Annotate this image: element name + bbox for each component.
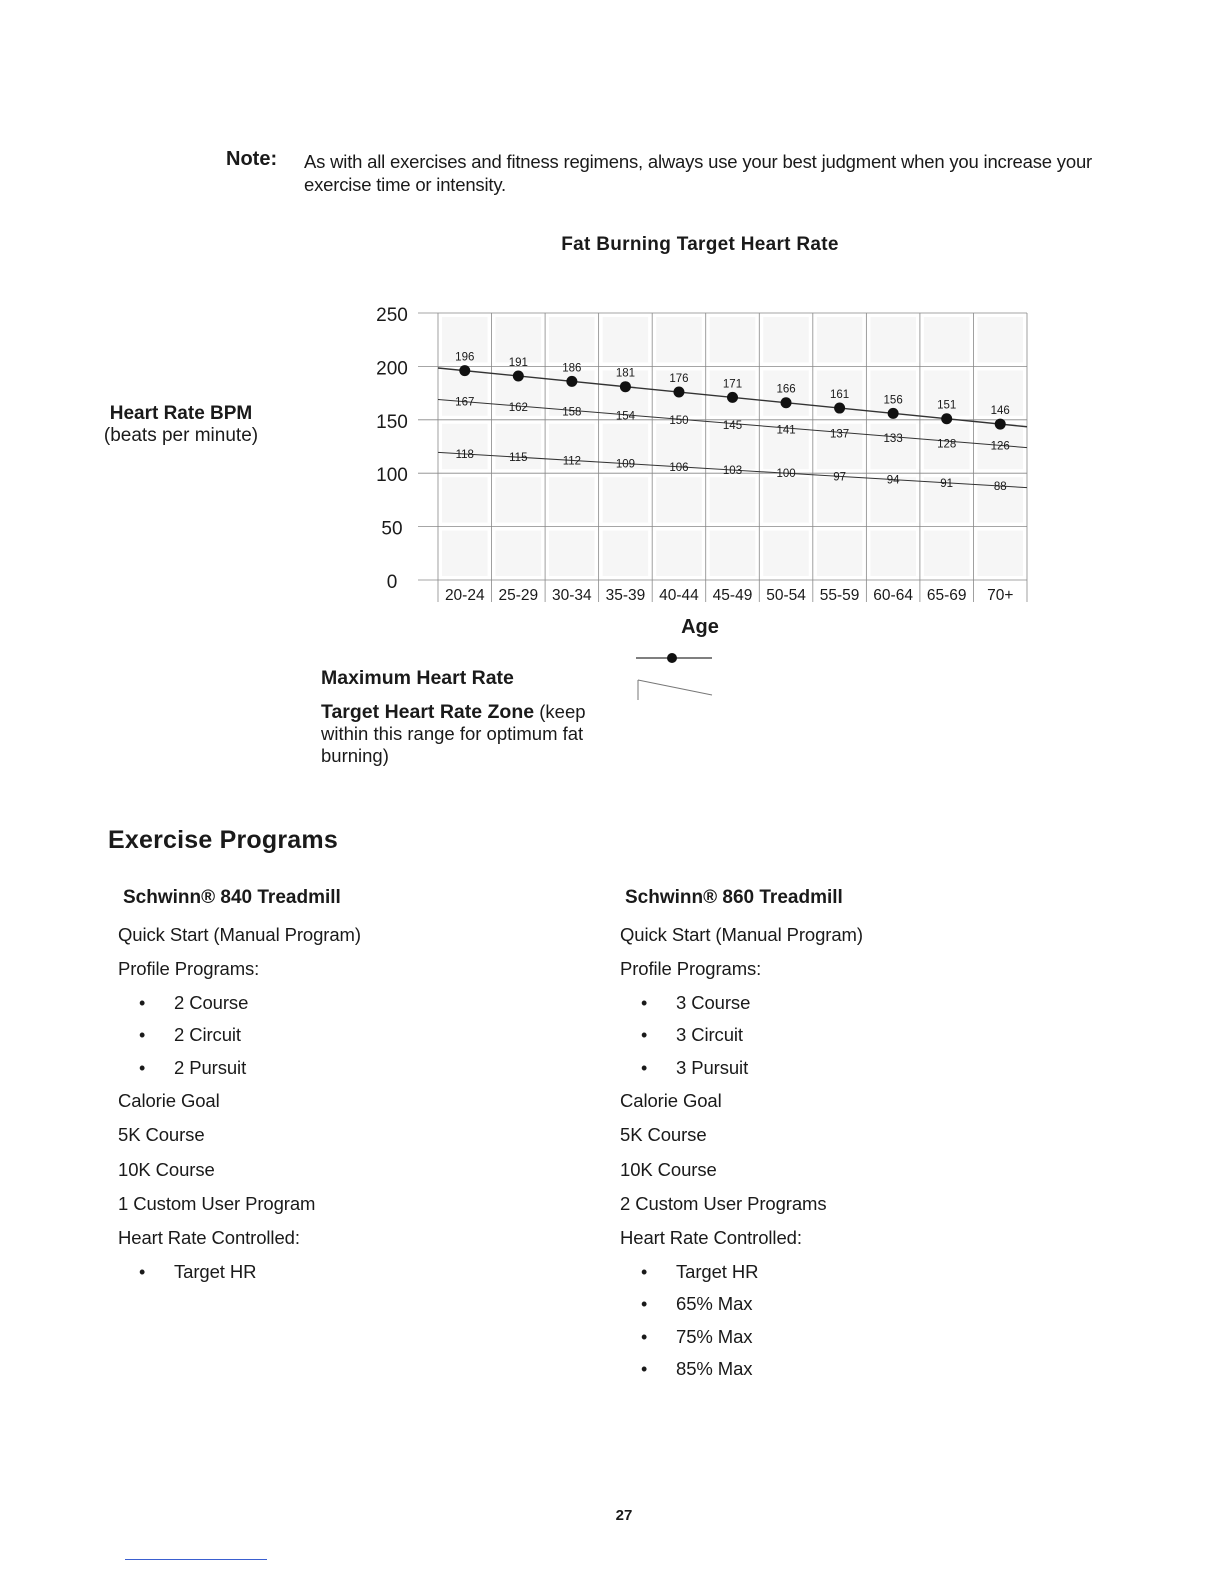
target-upper-label: 154 xyxy=(615,410,636,423)
plot-cell xyxy=(442,370,488,415)
list-item: 5K Course xyxy=(620,1124,707,1146)
legend-zone-label xyxy=(321,701,621,767)
plot-cell xyxy=(763,477,809,522)
plot-cell xyxy=(442,477,488,522)
section-title: Exercise Programs xyxy=(108,826,338,854)
max-heart-rate-point xyxy=(620,381,631,392)
plot-cell xyxy=(442,531,488,576)
target-lower-label: 103 xyxy=(722,464,743,477)
x-tick-label: 20-24 xyxy=(444,587,485,604)
plot-cell xyxy=(549,477,595,522)
list-item: 10K Course xyxy=(118,1158,215,1180)
bullet-item: • 2 Circuit xyxy=(118,1019,538,1052)
target-lower-label: 118 xyxy=(455,448,474,461)
bullet-item: • 3 Pursuit xyxy=(620,1052,1040,1085)
bullet-item: • Target HR xyxy=(118,1256,538,1289)
plot-cell xyxy=(977,531,1023,576)
y-axis-title-bold: Heart Rate BPM xyxy=(109,403,253,424)
target-upper-label: 150 xyxy=(669,414,689,427)
y-tick-label: 100 xyxy=(376,465,408,487)
x-tick-label: 40-44 xyxy=(659,587,699,604)
plot-cell xyxy=(549,317,595,362)
list-item: Heart Rate Controlled: xyxy=(620,1227,802,1249)
x-tick-label: 70+ xyxy=(987,587,1014,604)
max-heart-rate-label: 156 xyxy=(883,394,903,407)
max-heart-rate-point xyxy=(566,376,577,387)
target-lower-label: 112 xyxy=(562,455,582,468)
target-upper-label: 128 xyxy=(937,438,957,451)
max-heart-rate-point xyxy=(834,403,845,414)
target-upper-label: 137 xyxy=(829,428,850,441)
column-title: Schwinn® 840 Treadmill xyxy=(123,887,341,908)
legend-max-swatch-marker xyxy=(667,653,677,663)
plot-cell xyxy=(603,531,649,576)
plot-cell xyxy=(656,317,702,362)
x-axis-title: Age xyxy=(681,616,719,638)
plot-cell xyxy=(870,317,916,362)
chart-title-text: Fat Burning Target Heart Rate xyxy=(561,234,839,255)
legend-zone-swatch-top xyxy=(638,680,712,695)
program-list xyxy=(620,918,1040,1386)
list-item: 10K Course xyxy=(620,1158,717,1180)
max-heart-rate-point xyxy=(673,387,684,398)
max-heart-rate-point xyxy=(781,397,792,408)
x-tick-label: 35-39 xyxy=(605,587,646,604)
list-item: Heart Rate Controlled: xyxy=(118,1227,300,1249)
max-heart-rate-label: 176 xyxy=(669,373,689,386)
x-tick-label: 30-34 xyxy=(552,587,592,604)
program-list xyxy=(118,918,538,1288)
target-lower-label: 97 xyxy=(833,471,846,484)
plot-cell xyxy=(924,531,970,576)
target-upper-label: 145 xyxy=(722,420,743,433)
plot-cell xyxy=(496,317,542,362)
max-heart-rate-label: 186 xyxy=(562,362,582,375)
target-lower-label: 106 xyxy=(669,461,689,474)
plot-cell xyxy=(442,424,488,469)
max-heart-rate-label: 151 xyxy=(937,399,957,412)
legend-zone-bold: Target Heart Rate Zone xyxy=(321,701,535,723)
max-heart-rate-label: 166 xyxy=(776,383,796,396)
max-heart-rate-label: 196 xyxy=(455,351,475,364)
plot-cell xyxy=(763,317,809,362)
list-item: Quick Start (Manual Program) xyxy=(118,924,361,945)
max-heart-rate-point xyxy=(941,413,952,424)
bullet-item: • Target HR xyxy=(620,1256,1040,1289)
x-tick-label: 50-54 xyxy=(766,587,806,604)
x-tick-label: 25-29 xyxy=(498,587,539,604)
target-lower-label: 100 xyxy=(776,468,796,481)
program-column-860 xyxy=(620,884,1040,1386)
y-tick-label: 0 xyxy=(386,572,398,593)
max-heart-rate-label: 171 xyxy=(722,378,743,391)
note-label: Note: xyxy=(226,148,278,170)
plot-cell xyxy=(817,531,863,576)
plot-cell xyxy=(763,531,809,576)
max-heart-rate-label: 146 xyxy=(990,405,1010,418)
x-tick-label: 60-64 xyxy=(873,587,913,604)
target-lower-label: 94 xyxy=(886,474,900,487)
max-heart-rate-point xyxy=(995,419,1006,430)
program-column-840 xyxy=(118,884,538,1288)
bullet-item: • 2 Course xyxy=(118,987,538,1020)
target-upper-label: 167 xyxy=(455,396,475,409)
plot-cell xyxy=(603,317,649,362)
target-upper-label: 162 xyxy=(508,401,528,414)
max-heart-rate-point xyxy=(459,365,470,376)
x-tick-label: 65-69 xyxy=(926,587,967,604)
bullet-item: • 3 Course xyxy=(620,987,1040,1020)
list-item: Quick Start (Manual Program) xyxy=(620,924,863,945)
column-title: Schwinn® 860 Treadmill xyxy=(625,887,843,908)
plot-cell xyxy=(977,317,1023,362)
plot-cell xyxy=(817,477,863,522)
plot-cell xyxy=(870,424,916,469)
max-heart-rate-point xyxy=(513,371,524,382)
target-upper-label: 126 xyxy=(990,440,1010,453)
legend-zone-rest: (keep within this range for optimum fat burning) xyxy=(321,701,586,766)
max-heart-rate-label: 191 xyxy=(508,357,528,370)
plot-cell xyxy=(549,531,595,576)
legend-max-label: Maximum Heart Rate xyxy=(321,667,514,689)
plot-cell xyxy=(603,477,649,522)
target-lower-label: 109 xyxy=(615,458,636,471)
y-tick-label: 250 xyxy=(376,305,408,326)
bullet-item: • 75% Max xyxy=(620,1321,1040,1354)
plot-cell xyxy=(496,531,542,576)
y-axis-title-rest: (beats per minute) xyxy=(103,425,259,446)
list-item: 1 Custom User Program xyxy=(118,1192,316,1214)
x-tick-label: 55-59 xyxy=(819,587,860,604)
plot-cell xyxy=(710,531,756,576)
bullet-item: • 65% Max xyxy=(620,1288,1040,1321)
plot-cell xyxy=(817,317,863,362)
max-heart-rate-label: 181 xyxy=(615,367,636,380)
plot-cell xyxy=(656,531,702,576)
y-tick-label: 50 xyxy=(381,518,403,540)
list-item: Calorie Goal xyxy=(620,1090,722,1112)
plot-cell xyxy=(656,477,702,522)
list-item: Calorie Goal xyxy=(118,1090,220,1112)
heart-rate-chart xyxy=(0,0,1224,700)
target-lower-label: 88 xyxy=(993,481,1007,494)
plot-cell xyxy=(924,317,970,362)
plot-cell xyxy=(870,531,916,576)
target-upper-label: 141 xyxy=(776,424,796,437)
plot-cell xyxy=(496,477,542,522)
max-heart-rate-point xyxy=(888,408,899,419)
y-tick-label: 200 xyxy=(376,358,408,380)
page-number: 27 xyxy=(615,1507,633,1524)
target-upper-label: 133 xyxy=(883,432,903,445)
max-heart-rate-point xyxy=(727,392,738,403)
bullet-item: • 3 Circuit xyxy=(620,1019,1040,1052)
target-lower-label: 91 xyxy=(940,477,954,490)
bullet-item: • 85% Max xyxy=(620,1353,1040,1386)
plot-cell xyxy=(710,477,756,522)
list-item: 2 Custom User Programs xyxy=(620,1192,827,1214)
target-lower-label: 115 xyxy=(509,452,528,465)
target-upper-label: 158 xyxy=(562,406,582,419)
list-item: Profile Programs: xyxy=(620,958,762,980)
note-text: As with all exercises and fitness regimens, always use your best judgment when you increase your exercise time or intensity. xyxy=(304,151,1092,195)
list-item: Profile Programs: xyxy=(118,958,260,980)
list-item: 5K Course xyxy=(118,1124,205,1146)
x-tick-label: 45-49 xyxy=(712,587,753,604)
bullet-item: • 2 Pursuit xyxy=(118,1052,538,1085)
plot-cell xyxy=(710,317,756,362)
footer-link-line xyxy=(125,1559,267,1560)
max-heart-rate-label: 161 xyxy=(829,389,850,402)
y-tick-label: 150 xyxy=(376,411,408,433)
